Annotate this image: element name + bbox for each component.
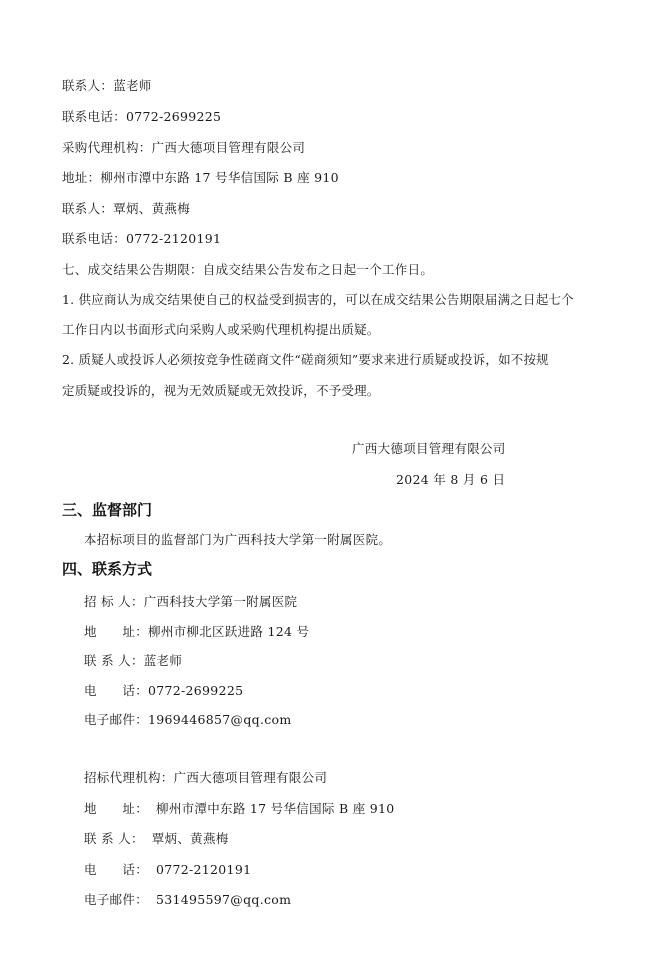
item-2-line-2: 定质疑或投诉的，视为无效质疑或无效投诉，不予受理。	[62, 383, 380, 398]
agency-contact-phone: 联系电话：0772-2120191	[62, 231, 222, 246]
tenderer-name-label: 招 标 人：	[84, 594, 144, 609]
agency-name-label: 招标代理机构：	[84, 770, 174, 785]
tenderer-address-row	[84, 624, 309, 640]
tenderer-name-row	[84, 594, 297, 610]
signature-date: 2024 年 8 月 6 日	[396, 472, 506, 487]
agency-address-label: 地 址：	[84, 801, 149, 816]
agency-contact-label: 联 系 人：	[84, 831, 144, 846]
agency-phone-row	[84, 862, 251, 878]
tenderer-contact-row	[84, 653, 182, 669]
item-2-line-1: 2. 质疑人或投诉人必须按竞争性磋商文件“磋商须知”要求来进行质疑或投诉，如不按规	[62, 352, 549, 367]
section-three-heading: 三、监督部门	[62, 501, 153, 519]
section-three-text: 本招标项目的监督部门为广西科技大学第一附属医院。	[84, 532, 392, 547]
tenderer-address-label: 地 址：	[84, 624, 149, 639]
agency-email-value[interactable]: 531495597@qq.com	[156, 892, 292, 907]
tenderer-phone-row	[84, 683, 243, 699]
agency-phone-label: 电 话：	[84, 862, 149, 877]
tenderer-email-value[interactable]: 1969446857@qq.com	[148, 712, 292, 727]
tenderer-phone-value: 0772-2699225	[148, 683, 244, 698]
agency-contact-value: 覃炳、黄燕梅	[151, 831, 229, 846]
agency-contact-row	[84, 831, 229, 847]
item-1-line-2: 工作日内以书面形式向采购人或采购代理机构提出质疑。	[62, 322, 380, 337]
procurement-agency: 采购代理机构：广西大德项目管理有限公司	[62, 140, 306, 155]
agency-phone-value: 0772-2120191	[156, 862, 252, 877]
tenderer-phone-label: 电 话：	[84, 683, 149, 698]
tenderer-address-value: 柳州市柳北区跃进路 124 号	[148, 624, 310, 639]
contact-phone: 联系电话：0772-2699225	[62, 109, 222, 124]
contact-person: 联系人：蓝老师	[62, 78, 152, 93]
tenderer-contact-label: 联 系 人：	[84, 653, 144, 668]
tenderer-email-label: 电子邮件：	[84, 712, 149, 727]
tenderer-email-row	[84, 712, 292, 728]
agency-email-label: 电子邮件：	[84, 892, 149, 907]
section-seven-heading: 七、成交结果公告期限：自成交结果公告发布之日起一个工作日。	[62, 262, 434, 277]
agency-name-row	[84, 770, 327, 786]
tenderer-contact-value: 蓝老师	[143, 653, 183, 668]
agency-contact-persons: 联系人：覃炳、黄燕梅	[62, 201, 191, 216]
agency-address-row	[84, 801, 395, 817]
agency-email-row	[84, 892, 291, 908]
section-four-heading: 四、联系方式	[62, 560, 153, 578]
signature-company: 广西大德项目管理有限公司	[352, 441, 506, 456]
agency-address: 地址：柳州市潭中东路 17 号华信国际 B 座 910	[62, 170, 339, 185]
agency-name-value: 广西大德项目管理有限公司	[173, 770, 328, 785]
agency-address-value: 柳州市潭中东路 17 号华信国际 B 座 910	[156, 801, 395, 816]
tenderer-name-value: 广西科技大学第一附属医院	[143, 594, 298, 609]
item-1-line-1: 1. 供应商认为成交结果使自己的权益受到损害的，可以在成交结果公告期限届满之日起七个	[62, 292, 574, 307]
